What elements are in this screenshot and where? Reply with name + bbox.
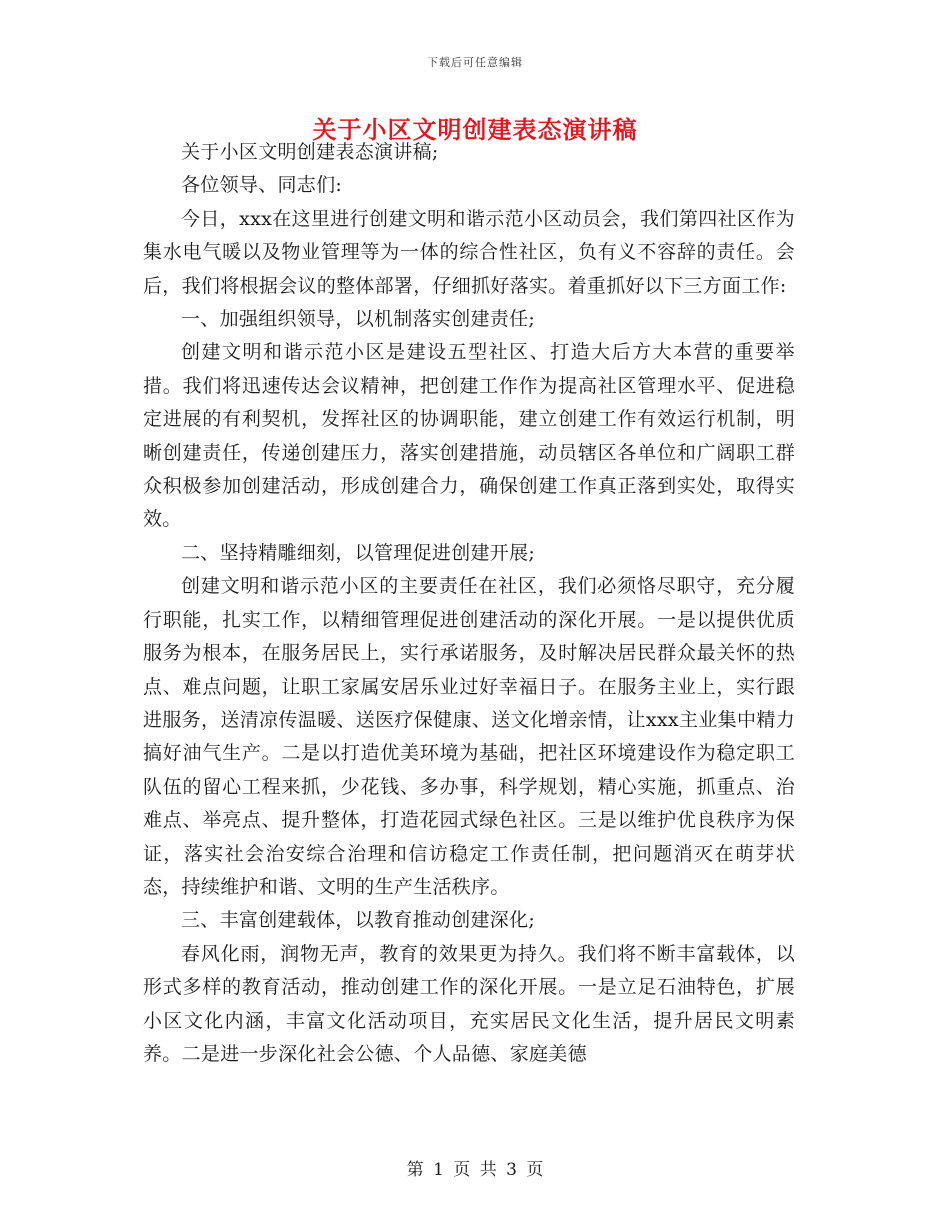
section-heading-3: 三、丰富创建载体，以教育推动创建深化; [181,909,536,932]
paragraph-salutation: 各位领导、同志们: [181,174,343,197]
section-heading-2: 二、坚持精雕细刻，以管理促进创建开展; [181,541,536,564]
document-body [143,136,795,1071]
section-heading-1: 一、加强组织领导，以机制落实创建责任; [181,308,536,331]
page-footer: 第 1 页 共 3 页 [406,1160,544,1180]
paragraph-section-2: 创建文明和谐示范小区的主要责任在社区，我们必须恪尽职守，充分履行职能，扎实工作，以精细管理促进创建活动的深化开展。一是以提供优质服务为根本，在服务居民上，实行承诺服务，及时解决居民群众最关怀的热点、难点问题，让职工家属安居乐业过好幸福日子。在服务主业上，实行跟进服务，送清凉传温暖、送医疗保健康、送文化增亲情，让xxx主业集中精力搞好油气生产。二是以打造优美环境为基础，把社区环境建设作为稳定职工队伍的留心工程来抓，少花钱、多办事，科学规划，精心实施，抓重点、治难点、举亮点、提升整体，打造花园式绿色社区。三是以维护优良秩序为保证，落实社会治安综合治理和信访稳定工作责任制，把问题消灭在萌芽状态，持续维护和谐、文明的生产生活秩序。 [143,575,795,898]
page-header-note: 下载后可任意编辑 [427,56,523,69]
paragraph-intro: 今日，xxx在这里进行创建文明和谐示范小区动员会，我们第四社区作为集水电气暖以及物业管理等为一体的综合性社区，负有义不容辞的责任。会后，我们将根据会议的整体部署，仔细抓好落实。着重抓好以下三方面工作: [143,207,795,297]
paragraph-section-3: 春风化雨，润物无声，教育的效果更为持久。我们将不断丰富载体，以形式多样的教育活动，推动创建工作的深化开展。一是立足石油特色，扩展小区文化内涵，丰富文化活动项目，充实居民文化生活，提升居民文明素养。二是进一步深化社会公德、个人品德、家庭美德 [143,942,795,1065]
document-title: 关于小区文明创建表态演讲稿 [312,115,638,144]
paragraph-heading-line: 关于小区文明创建表态演讲稿; [181,141,439,163]
paragraph-section-1: 创建文明和谐示范小区是建设五型社区、打造大后方大本营的重要举措。我们将迅速传达会议精神，把创建工作作为提高社区管理水平、促进稳定进展的有利契机，发挥社区的协调职能，建立创建工作有效运行机制，明晰创建责任，传递创建压力，落实创建措施，动员辖区各单位和广阔职工群众积极参加创建活动，形成创建合力，确保创建工作真正落到实处，取得实效。 [143,341,795,531]
